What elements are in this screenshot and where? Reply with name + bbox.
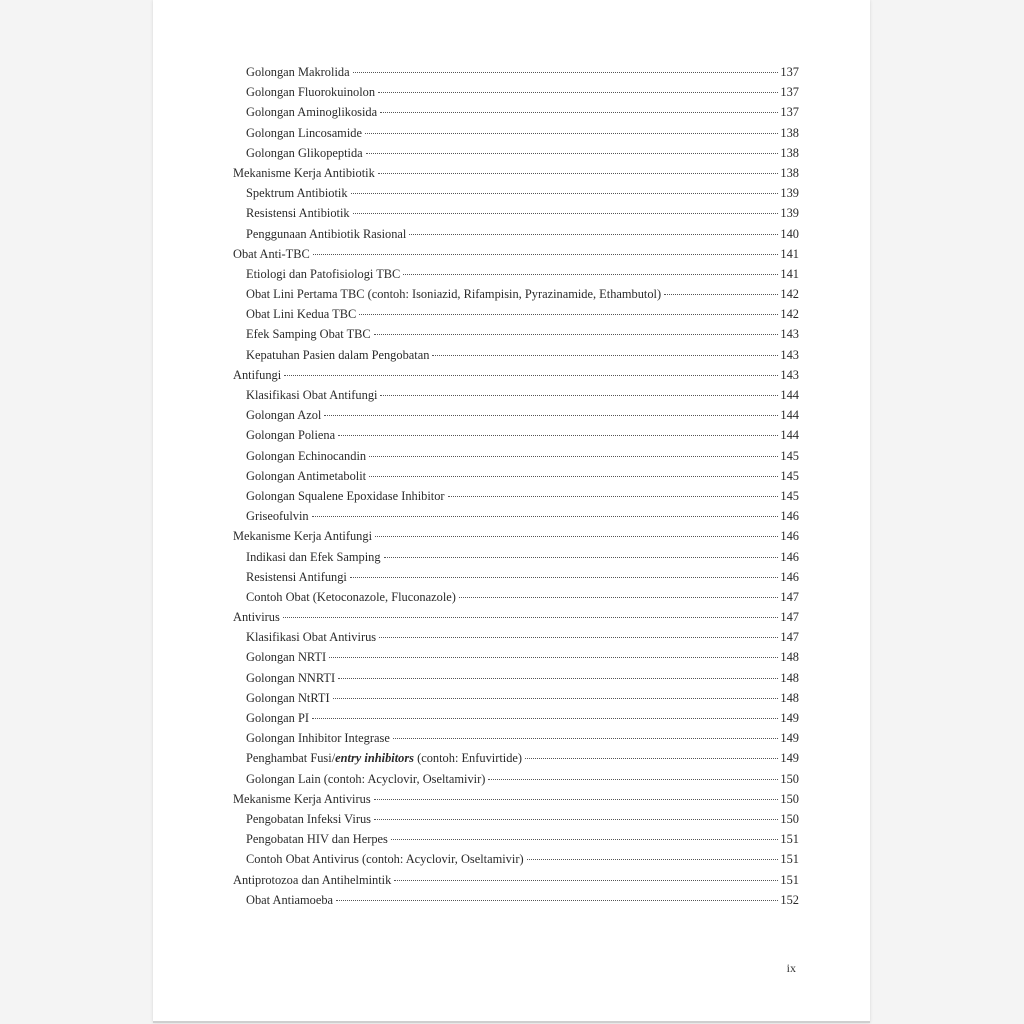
toc-entry[interactable]: [233, 146, 799, 166]
toc-entry-page: 138: [780, 145, 799, 160]
toc-entry-title: Golongan Squalene Epoxidase Inhibitor: [246, 488, 445, 503]
toc-entry-title: Penghambat Fusi/entry inhibitors (contoh: Enfuvirtide): [246, 751, 523, 766]
toc-entry-page: 149: [780, 731, 799, 746]
toc-entry[interactable]: [233, 408, 799, 428]
toc-entry-page: 137: [780, 65, 799, 79]
toc-entry-page: 150: [780, 791, 799, 806]
toc-entry-page: 146: [780, 529, 799, 544]
toc-entry-page: 138: [780, 165, 799, 180]
toc-entry[interactable]: [233, 368, 799, 388]
toc-entry-title: Golongan NRTI: [246, 650, 327, 665]
toc-entry-page: 151: [780, 832, 799, 847]
toc-entry-title: Golongan NNRTI: [246, 670, 336, 685]
toc-entry-page: 149: [780, 751, 799, 766]
dot-leader: [403, 274, 778, 275]
toc-entry-page: 141: [780, 246, 799, 261]
toc-entry-title: Mekanisme Kerja Antibiotik: [233, 165, 375, 180]
dot-leader: [329, 657, 778, 658]
toc-entry[interactable]: [233, 893, 799, 913]
toc-entry[interactable]: [233, 126, 799, 146]
toc-entry[interactable]: [233, 812, 799, 832]
toc-entry-page: 140: [780, 226, 799, 241]
dot-leader: [378, 173, 779, 174]
dot-leader: [409, 234, 778, 235]
dot-leader: [353, 213, 779, 214]
toc-entry[interactable]: [233, 550, 799, 570]
toc-entry-title: Efek Samping Obat TBC: [246, 327, 371, 342]
toc-entry-page: 151: [780, 872, 799, 887]
toc-entry-page: 146: [780, 509, 799, 524]
toc-entry[interactable]: [233, 590, 799, 610]
toc-entry[interactable]: [233, 388, 799, 408]
toc-entry[interactable]: [233, 650, 799, 670]
toc-entry-page: 151: [780, 852, 799, 867]
toc-entry[interactable]: [233, 772, 799, 792]
toc-entry-page: 147: [780, 589, 799, 604]
toc-entry-title: Indikasi dan Efek Samping: [246, 549, 381, 564]
document-page: [153, 0, 870, 1023]
toc-entry-title: Klasifikasi Obat Antifungi: [246, 388, 378, 402]
toc-entry-page: 144: [780, 388, 799, 402]
toc-entry[interactable]: [233, 227, 799, 247]
toc-entry-page: 143: [780, 367, 799, 382]
toc-entry-title: Resistensi Antibiotik: [246, 206, 350, 221]
dot-leader: [365, 133, 778, 134]
toc-entry-title: Pengobatan HIV dan Herpes: [246, 832, 388, 847]
toc-entry[interactable]: [233, 449, 799, 469]
toc-entry-page: 139: [780, 206, 799, 221]
dot-leader: [284, 375, 778, 376]
dot-leader: [664, 294, 778, 295]
dot-leader: [394, 880, 778, 881]
toc-entry[interactable]: [233, 247, 799, 267]
toc-entry-page: 145: [780, 468, 799, 483]
toc-entry[interactable]: [233, 610, 799, 630]
dot-leader: [374, 819, 778, 820]
dot-leader: [393, 738, 779, 739]
toc-entry-title: Klasifikasi Obat Antivirus: [246, 630, 377, 645]
dot-leader: [338, 678, 778, 679]
toc-entry-title: Mekanisme Kerja Antivirus: [233, 791, 371, 806]
dot-leader: [312, 516, 779, 517]
toc-entry-page: 144: [780, 428, 799, 443]
toc-entry-title: Pengobatan Infeksi Virus: [246, 811, 371, 826]
toc-entry-page: 147: [780, 610, 799, 625]
dot-leader: [380, 112, 778, 113]
toc-entry[interactable]: [233, 105, 799, 125]
toc-entry-title: Golongan Antimetabolit: [246, 468, 367, 483]
table-of-contents: [233, 65, 799, 913]
dot-leader: [488, 779, 778, 780]
toc-entry[interactable]: [233, 691, 799, 711]
toc-entry[interactable]: [233, 65, 799, 85]
dot-leader: [336, 900, 778, 901]
toc-entry[interactable]: [233, 428, 799, 448]
toc-entry[interactable]: [233, 711, 799, 731]
dot-leader: [338, 435, 778, 436]
dot-leader: [391, 839, 779, 840]
toc-entry[interactable]: [233, 751, 799, 771]
toc-entry-page: 145: [780, 488, 799, 503]
toc-entry[interactable]: [233, 832, 799, 852]
toc-entry-page: 149: [780, 711, 799, 725]
dot-leader: [359, 314, 778, 315]
toc-entry[interactable]: [233, 85, 799, 105]
toc-entry-page: 142: [780, 307, 799, 322]
dot-leader: [448, 496, 779, 497]
toc-entry[interactable]: [233, 327, 799, 347]
toc-entry-page: 146: [780, 549, 799, 564]
dot-leader: [324, 415, 778, 416]
toc-entry[interactable]: [233, 307, 799, 327]
toc-entry-title: Golongan Inhibitor Integrase: [246, 731, 390, 746]
toc-entry[interactable]: [233, 570, 799, 590]
toc-entry[interactable]: [233, 852, 799, 872]
toc-entry-page: 141: [780, 266, 799, 281]
toc-entry-page: 142: [780, 287, 799, 302]
toc-entry-title: Golongan PI: [246, 711, 309, 725]
dot-leader: [369, 476, 778, 477]
toc-entry-page: 145: [780, 448, 799, 463]
toc-entry-page: 138: [780, 125, 799, 140]
dot-leader: [459, 597, 779, 598]
toc-entry-title: Antivirus: [233, 610, 280, 625]
toc-entry-page: 152: [780, 892, 799, 907]
toc-entry[interactable]: [233, 267, 799, 287]
page-number: ix: [786, 961, 796, 975]
toc-entry[interactable]: [233, 287, 799, 307]
toc-entry[interactable]: [233, 206, 799, 226]
toc-entry-page: 143: [780, 327, 799, 342]
dot-leader: [283, 617, 779, 618]
toc-entry-title: Golongan Fluorokuinolon: [246, 85, 376, 100]
toc-entry[interactable]: [233, 671, 799, 691]
toc-entry[interactable]: [233, 873, 799, 893]
toc-entry-page: 137: [780, 105, 799, 120]
toc-entry-title: Spektrum Antibiotik: [246, 186, 348, 201]
toc-entry[interactable]: [233, 630, 799, 650]
toc-entry[interactable]: [233, 469, 799, 489]
dot-leader: [527, 859, 779, 860]
toc-entry-title: Golongan Echinocandin: [246, 448, 367, 463]
dot-leader: [312, 718, 778, 719]
dot-leader: [353, 72, 779, 73]
toc-entry-title: Antiprotozoa dan Antihelmintik: [233, 872, 392, 887]
dot-leader: [333, 698, 779, 699]
dot-leader: [350, 577, 779, 578]
toc-entry-page: 147: [780, 630, 799, 645]
toc-entry-title: Resistensi Antifungi: [246, 569, 347, 584]
toc-entry-page: 144: [780, 408, 799, 423]
toc-entry-title: Contoh Obat (Ketoconazole, Fluconazole): [246, 589, 456, 604]
toc-entry-page: 150: [780, 771, 799, 786]
toc-entry-title: Golongan Aminoglikosida: [246, 105, 378, 120]
dot-leader: [374, 334, 779, 335]
toc-entry-title: Contoh Obat Antivirus (contoh: Acyclovir, Oseltamivir): [246, 852, 524, 867]
toc-entry-title: Golongan Glikopeptida: [246, 145, 363, 160]
toc-entry-title: Penggunaan Antibiotik Rasional: [246, 226, 407, 241]
toc-entry-title: Obat Antiamoeba: [246, 892, 334, 907]
toc-entry-title: Golongan Lain (contoh: Acyclovir, Oseltamivir): [246, 771, 486, 786]
toc-entry-page: 148: [780, 650, 799, 665]
toc-entry-title: Obat Lini Kedua TBC: [246, 307, 357, 322]
toc-entry-page: 148: [780, 690, 799, 705]
toc-entry-title: Kepatuhan Pasien dalam Pengobatan: [246, 347, 430, 362]
toc-entry[interactable]: [233, 186, 799, 206]
toc-entry-title: Golongan Makrolida: [246, 65, 350, 79]
toc-entry[interactable]: [233, 489, 799, 509]
toc-entry-title: Golongan NtRTI: [246, 690, 330, 705]
toc-entry-title: Golongan Azol: [246, 408, 322, 423]
toc-entry[interactable]: [233, 166, 799, 186]
dot-leader: [366, 153, 779, 154]
toc-entry-title: Golongan Poliena: [246, 428, 336, 443]
toc-entry-title: Mekanisme Kerja Antifungi: [233, 529, 373, 544]
dot-leader: [375, 536, 778, 537]
dot-leader: [378, 92, 778, 93]
dot-leader: [525, 758, 778, 759]
dot-leader: [369, 456, 778, 457]
dot-leader: [379, 637, 778, 638]
dot-leader: [380, 395, 778, 396]
toc-entry-title: Golongan Lincosamide: [246, 125, 362, 140]
toc-entry[interactable]: [233, 529, 799, 549]
toc-entry-page: 143: [780, 347, 799, 362]
dot-leader: [313, 254, 779, 255]
toc-entry[interactable]: [233, 731, 799, 751]
toc-entry[interactable]: [233, 348, 799, 368]
toc-entry-title: Obat Lini Pertama TBC (contoh: Isoniazid, Rifampisin, Pyrazinamide, Ethambutol): [246, 287, 662, 302]
dot-leader: [432, 355, 778, 356]
toc-entry-page: 148: [780, 670, 799, 685]
toc-entry-title: Griseofulvin: [246, 509, 309, 524]
dot-leader: [374, 799, 779, 800]
toc-entry-page: 146: [780, 569, 799, 584]
toc-entry-title: Antifungi: [233, 367, 282, 382]
toc-entry-page: 139: [780, 186, 799, 201]
toc-entry[interactable]: [233, 509, 799, 529]
toc-entry-page: 150: [780, 811, 799, 826]
toc-entry-title: Etiologi dan Patofisiologi TBC: [246, 266, 401, 281]
dot-leader: [351, 193, 779, 194]
toc-entry[interactable]: [233, 792, 799, 812]
toc-entry-page: 137: [780, 85, 799, 100]
dot-leader: [384, 557, 779, 558]
toc-entry-title: Obat Anti-TBC: [233, 246, 310, 261]
